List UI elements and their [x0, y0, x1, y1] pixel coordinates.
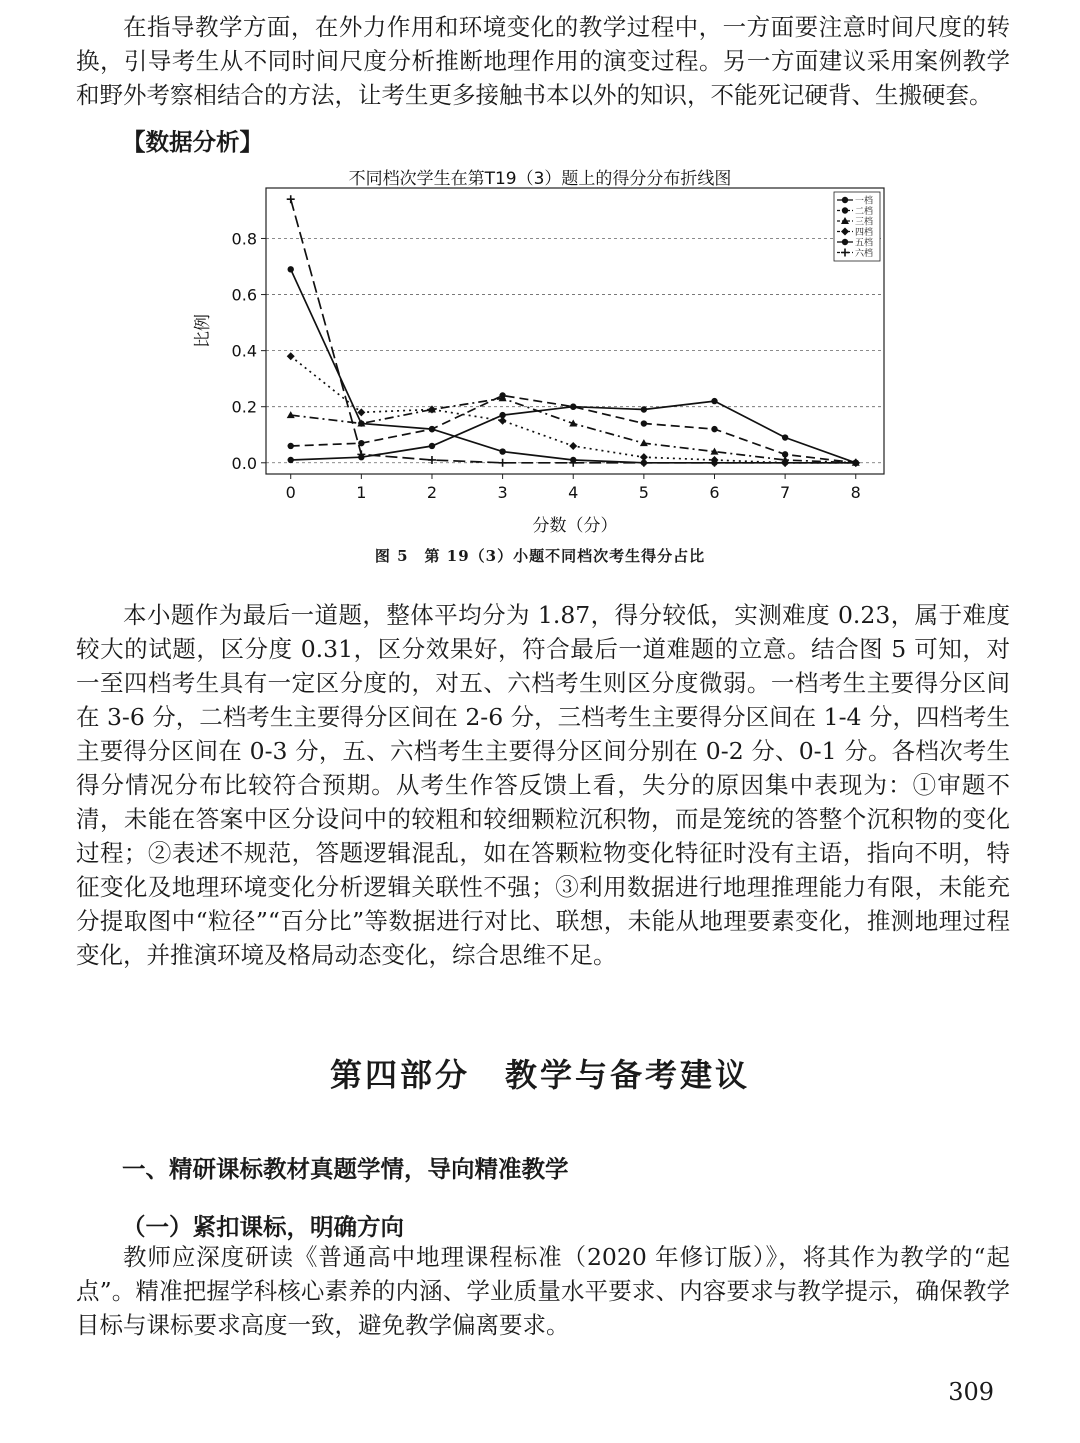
x-tick-label: 8	[850, 483, 861, 502]
x-tick-label: 4	[568, 483, 579, 502]
data-point	[641, 406, 647, 412]
series-五档	[288, 266, 859, 466]
x-axis-label: 分数（分）	[532, 516, 618, 536]
data-point	[499, 417, 507, 425]
data-point	[357, 408, 365, 416]
legend-label: 四档	[855, 228, 874, 238]
legend-label: 六档	[855, 249, 874, 259]
data-point	[569, 442, 577, 450]
y-tick-label: 0.0	[231, 453, 257, 473]
x-tick-label: 5	[638, 483, 649, 502]
legend-label: 三档	[855, 217, 874, 228]
legend-label: 五档	[855, 238, 874, 249]
x-tick-label: 3	[497, 483, 508, 502]
data-point	[570, 404, 576, 410]
curriculum-paragraph: 教师应深度研读《普通高中地理课程标准（2020 年修订版）》，将其作为教学的“起点”。精准把握学科核心素养的内涵、学业质量水平要求、内容要求与教学提示，确保教学目标与课标要求高度一致，避免教学偏离要求。	[76, 1243, 1010, 1339]
data-analysis-heading: 【数据分析】	[122, 128, 263, 156]
figure-caption: 图 5 第 19（3）小题不同档次考生得分占比	[374, 547, 706, 565]
legend-label: 一档	[855, 196, 874, 207]
subsection-title: （一）紧扣课标，明确方向	[122, 1213, 404, 1241]
data-point	[429, 426, 435, 432]
data-point	[288, 266, 294, 272]
plot-frame	[266, 188, 884, 474]
data-point	[842, 207, 848, 213]
page-number: 309	[948, 1378, 994, 1406]
part-title: 第四部分 教学与备考建议	[329, 1056, 750, 1094]
data-point	[711, 426, 717, 432]
data-point	[499, 459, 507, 467]
intro-paragraph: 在指导教学方面，在外力作用和环境变化的教学过程中，一方面要注意时间尺度的转换，引导考生从不同时间尺度分析推断地理作用的演变过程。另一方面建议采用案例教学和野外考察相结合的方法，让考生更多接触书本以外的知识，不能死记硬背、生搬硬套。	[76, 13, 1010, 109]
chart-title: 不同档次学生在第T19（3）题上的得分分布折线图	[348, 169, 732, 189]
data-point	[288, 457, 294, 463]
chart-legend	[834, 192, 880, 261]
y-tick-label: 0.4	[231, 341, 257, 361]
data-point	[640, 459, 648, 467]
y-axis-label: 比例	[193, 314, 213, 348]
data-point	[429, 443, 435, 449]
data-point	[358, 420, 364, 426]
y-tick-label: 0.2	[231, 397, 257, 417]
analysis-paragraph: 本小题作为最后一道题，整体平均分为 1.87，得分较低，实测难度 0.23，属于难度较大的试题，区分度 0.31，区分效果好，符合最后一道难题的立意。结合图 5 可知，对一至四档考生具有一定区分度的，对五、六档考生则区分度微弱。一档考生主要得分区间在 3-6 分，二档考生主要得分区间在 2-6 分，三档考生主要得分区间在 1-4 分，四档考生主要得分区间在 0-3 分，五、六档考生主要得分区间分别在 0-2 分、0-1 分。各档次考生得分情况分布比较符合预期。从考生作答反馈上看，失分的原因集中表现为：①审题不清，未能在答案中区分设问中的较粗和较细颗粒沉积物，而是笼统的答整个沉积物的变化过程；②表述不规范，答题逻辑混乱，如在答颗粒物变化特征时没有主语，指向不明，特征变化及地理环境变化分析逻辑关联性不强；③利用数据进行地理推理能力有限，未能充分提取图中“粒径”“百分比”等数据进行对比、联想，未能从地理要素变化，推测地理过程变化，并推演环境及格局动态变化，综合思维不足。	[76, 601, 1010, 969]
data-point	[499, 448, 505, 454]
score-distribution-chart	[180, 158, 900, 538]
legend-label: 二档	[855, 207, 874, 217]
data-point	[711, 398, 717, 404]
data-point	[640, 439, 648, 446]
data-point	[287, 352, 295, 360]
series-line	[291, 401, 856, 463]
x-tick-label: 6	[709, 483, 720, 502]
series-line	[291, 269, 856, 463]
chart-ticks	[232, 229, 861, 502]
x-tick-label: 0	[285, 483, 296, 502]
y-tick-label: 0.8	[231, 229, 257, 249]
y-tick-label: 0.6	[231, 285, 257, 305]
data-point	[842, 239, 848, 245]
x-tick-label: 2	[426, 483, 438, 502]
data-point	[288, 443, 294, 449]
chart-series	[287, 195, 860, 467]
data-point	[287, 195, 295, 203]
section-title: 一、精研课标教材真题学情，导向精准教学	[122, 1155, 569, 1183]
x-tick-label: 7	[780, 483, 791, 502]
data-point	[842, 197, 848, 203]
x-tick-label: 1	[356, 483, 367, 502]
data-point	[782, 434, 788, 440]
chart-gridlines	[266, 238, 884, 462]
data-point	[641, 420, 647, 426]
